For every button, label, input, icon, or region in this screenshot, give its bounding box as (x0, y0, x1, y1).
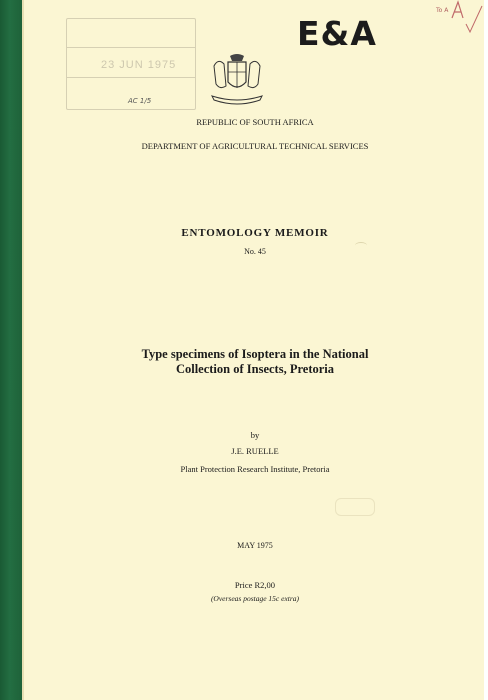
paper-mark (355, 242, 367, 249)
publication-date: MAY 1975 (237, 541, 273, 550)
department-heading: DEPARTMENT OF AGRICULTURAL TECHNICAL SERVICES (141, 141, 369, 151)
handwritten-note: AC 1/5 (128, 97, 152, 105)
paper-mark (335, 498, 375, 516)
ea-stamp: E&A (297, 14, 377, 53)
binding-spine (0, 0, 22, 700)
stamp-divider (67, 47, 195, 48)
series-title: ENTOMOLOGY MEMOIR (181, 227, 329, 239)
series-number: No. 45 (244, 247, 266, 256)
corner-handwriting (430, 0, 485, 42)
author-affiliation: Plant Protection Research Institute, Pretoria (180, 464, 330, 474)
author-name: J.E. RUELLE (231, 446, 279, 456)
stamp-date: 23 JUN 1975 (101, 59, 177, 71)
stamp-divider (67, 77, 195, 78)
document-title-line-1: Type specimens of Isoptera in the National (141, 347, 369, 361)
document-title-line-2: Collection of Insects, Pretoria (175, 362, 335, 376)
price-label: Price R2,00 (234, 580, 276, 590)
postage-note: (Overseas postage 15c extra) (210, 594, 300, 603)
by-label: by (250, 430, 260, 440)
corner-note: To A (436, 7, 449, 14)
coat-of-arms-icon (208, 52, 266, 108)
country-heading: REPUBLIC OF SOUTH AFRICA (196, 117, 314, 127)
